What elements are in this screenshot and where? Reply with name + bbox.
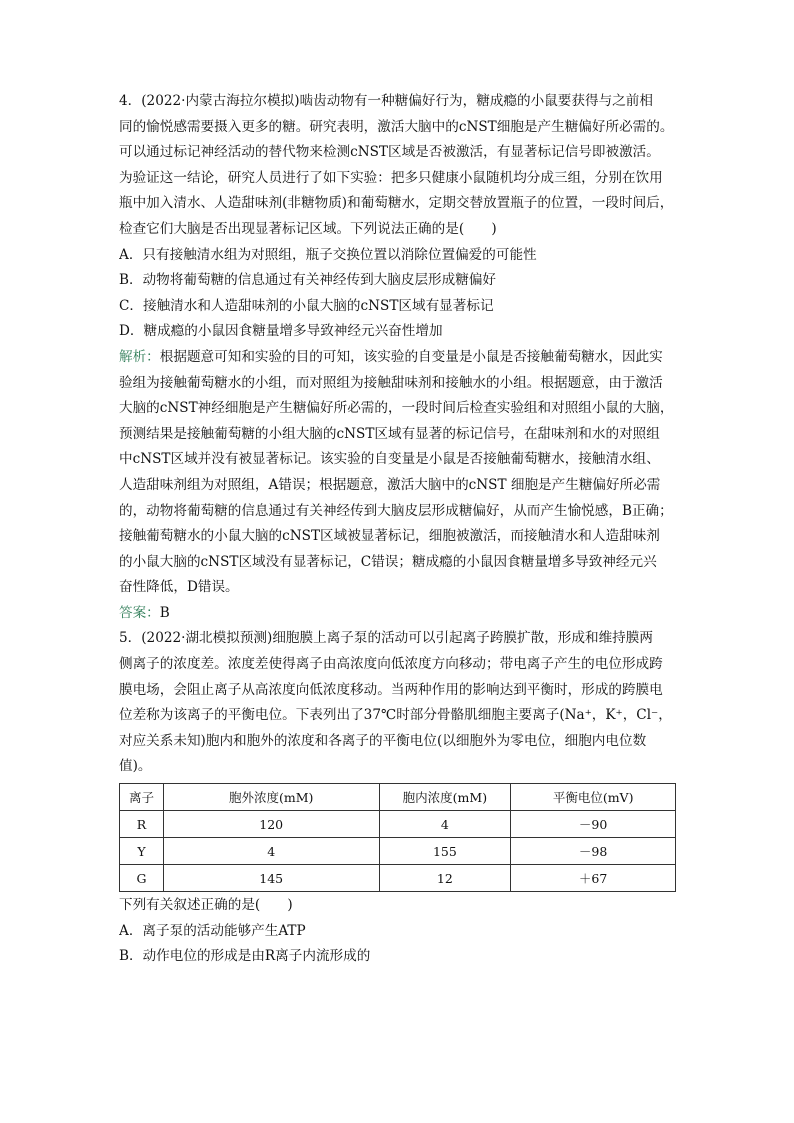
q4-stem-line: 4．(2022·内蒙古海拉尔模拟)啮齿动物有一种糖偏好行为，糖成瘾的小鼠要获得与之前相 [119,93,653,109]
q4-analysis-line: 人造甜味剂组为对照组，A错误；根据题意，激活大脑中的cNST 细胞是产生糖偏好所必需 [119,476,661,493]
q5-stem-line: 对应关系未知)胞内和胞外的浓度和各离子的平衡电位(以细胞外为零电位，细胞内电位数 [119,732,647,749]
q5-prompt-line: 下列有关叙述正确的是( ) [119,897,293,914]
table-cell: －90 [511,811,676,838]
q4-option-d: D．糖成瘾的小鼠因食糖量增多导致神经元兴奋性增加 [119,323,443,340]
q4-stem-line: 可以通过标记神经活动的替代物来检测cNST区域是否被激活，有显著标记信号即被激活。 [119,144,660,161]
table-header-cell: 胞外浓度(mM) [163,784,379,811]
q4-analysis-line: 的小鼠大脑的cNST区域没有显著标记，C错误；糖成瘾的小鼠因食糖量增多导致神经元兴 [119,553,657,570]
q4-option-c: C．接触清水和人造甜味剂的小鼠大脑的cNST区域有显著标记 [119,297,494,314]
q4-analysis-line: 中cNST区域并没有被显著标记。该实验的自变量是小鼠是否接触葡萄糖水，接触清水组、 [119,451,660,468]
q4-answer-line [119,601,679,627]
q5-stem-line: 5．(2022·湖北模拟预测)细胞膜上离子泵的活动可以引起离子跨膜扩散，形成和维持膜两 [119,630,653,647]
q5-option-a: A．离子泵的活动能够产生ATP [119,922,306,939]
table-cell: 12 [379,865,511,892]
table-cell: Y [120,838,164,865]
q5-stem-line: 膜电场，会阻止离子从高浓度向低浓度移动。当两种作用的影响达到平衡时，形成的跨膜电 [119,681,663,698]
table-cell: 120 [163,811,379,838]
answer-tag: 答案： [119,604,160,621]
q4-option-a: A．只有接触清水组为对照组，瓶子交换位置以消除位置偏爱的可能性 [119,246,537,263]
q5-stem-line: 值)。 [119,758,152,775]
table-cell: 145 [163,865,379,892]
table-header-cell: 平衡电位(mV) [511,784,676,811]
table-cell: 155 [379,838,511,865]
table-row [120,811,676,838]
table-cell: ＋67 [511,865,676,892]
question-4 [119,89,679,626]
q4-stem-line: 为验证这一结论，研究人员进行了如下实验：把多只健康小鼠随机均分成三组，分别在饮用 [119,169,663,186]
analysis-text: 根据题意可知和实验的目的可知，该实验的自变量是小鼠是否接触葡萄糖水，因此实 [159,348,663,365]
question-5 [119,626,679,969]
q4-analysis-line: 接触葡萄糖水的小鼠大脑的cNST区域被显著标记，细胞被激活，而接触清水和人造甜味剂 [119,528,660,545]
q4-analysis-line: 的，动物将葡萄糖的信息通过有关神经传到大脑皮层形成糖偏好，从而产生愉悦感，B正确； [119,502,673,519]
q4-analysis-line: 奋性降低，D错误。 [119,579,239,596]
q5-option-b: B．动作电位的形成是由R离子内流形成的 [119,948,371,965]
q4-analysis-line: 预测结果是接触葡萄糖的小组大脑的cNST区域有显著的标记信号，在甜味剂和水的对照组 [119,425,660,442]
answer-value: B [159,604,170,621]
table-cell: G [120,865,164,892]
table-row [120,838,676,865]
table-header-cell: 离子 [120,784,164,811]
q4-analysis-line: 大脑的cNST神经细胞是产生糖偏好所必需的，一段时间后检查实验组和对照组小鼠的大脑， [119,400,674,417]
q4-analysis-line: 验组为接触葡萄糖水的小组，而对照组为接触甜味剂和接触水的小组。根据题意，由于激活 [119,374,663,391]
table-cell: 4 [163,838,379,865]
document-page [119,89,679,970]
table-cell: －98 [511,838,676,865]
table-cell: R [120,811,164,838]
table-row [120,865,676,892]
ion-table [119,783,676,892]
analysis-tag: 解析： [119,348,160,365]
table-header-cell: 胞内浓度(mM) [379,784,511,811]
q4-stem-line: 瓶中加入清水、人造甜味剂(非糖物质)和葡萄糖水，定期交替放置瓶子的位置，一段时间后， [119,195,674,212]
table-header-row [120,784,676,811]
table-cell: 4 [379,811,511,838]
q5-stem-line: 侧离子的浓度差。浓度差使得离子由高浓度向低浓度方向移动；带电离子产生的电位形成跨 [119,656,663,673]
q4-option-b: B．动物将葡萄糖的信息通过有关神经传到大脑皮层形成糖偏好 [119,272,497,289]
q4-stem-line: 检查它们大脑是否出现显著标记区域。下列说法正确的是( ) [119,220,497,237]
q4-stem-line: 同的愉悦感需要摄入更多的糖。研究表明，激活大脑中的cNST细胞是产生糖偏好所必需的。 [119,118,674,135]
q5-stem-line: 位差称为该离子的平衡电位。下表列出了37℃时部分骨骼肌细胞主要离子(Na⁺，K⁺，Cl⁻， [119,707,672,724]
q4-analysis-line [119,345,679,371]
